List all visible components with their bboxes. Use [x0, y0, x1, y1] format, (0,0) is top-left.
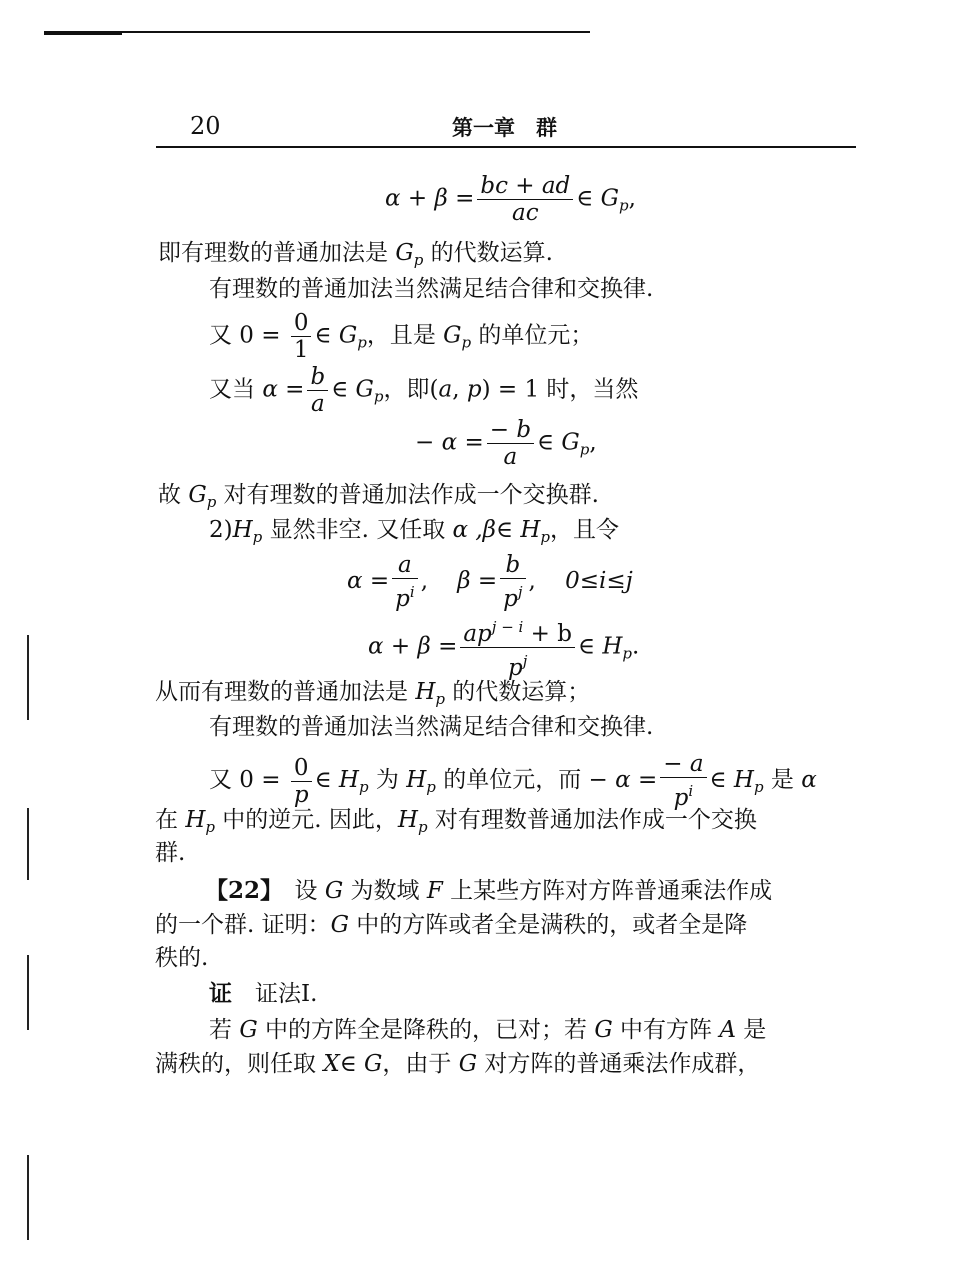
text-line: 故 $G_p$ 对有理数的普通加法作成一个交换群.: [158, 482, 599, 511]
text-line: 又 0 = $\frac{0}{1}$ ∈ $G_p$，且是 $G_p$ 的单位元；: [209, 310, 594, 363]
text-line: 秩的.: [155, 945, 209, 971]
page-number: 20: [190, 112, 221, 140]
text-line: 从而有理数的普通加法是 $H_p$ 的代数运算；: [155, 679, 591, 708]
problem-22-line: 【22】 设 G 为数域 F 上某些方阵对方阵普通乘法作成: [205, 877, 773, 904]
top-rule: [122, 31, 590, 33]
header-rule: [156, 146, 856, 148]
text-line: 有理数的普通加法当然满足结合律和交换律.: [209, 714, 654, 740]
text-line: 又当 α = $\frac{b}{a}$ ∈ $G_p$，即(a, p) = 1 时，当然: [209, 364, 639, 417]
scan-mark: [27, 1155, 29, 1240]
text-line: 若 G 中的方阵全是降秩的，已对；若 G 中有方阵 A 是: [209, 1017, 767, 1043]
chapter-title: 第一章 群: [452, 115, 557, 140]
text-line: 满秩的，则任取 X∈ G，由于 G 对方阵的普通乘法作成群，: [155, 1051, 761, 1077]
equation-sum-hp: α + β = $\frac{ap^{j - i} + b}{p^j}$ ∈ $H_p$.: [368, 614, 639, 681]
proof-heading: 证 证法Ⅰ.: [209, 980, 318, 1007]
text-line: 又 0 = $\frac{0}{p}$ ∈ $H_p$ 为 $H_p$ 的单位元，而 − α = $\frac{- a}{p^i}$ ∈ $H_p$ 是 α: [209, 751, 817, 811]
equation-sum-gp: α + β = $\frac{bc + ad}{ac}$ ∈ $G_p$,: [385, 173, 636, 226]
scan-mark: [27, 955, 29, 1030]
equation-alpha-beta-def: α = $\frac{a}{p^i}$ , β = $\frac{b}{p^j}$ , 0≤i≤j: [347, 552, 633, 612]
scan-mark: [27, 635, 29, 720]
text-line: 群.: [155, 840, 186, 866]
scan-mark: [27, 808, 29, 880]
top-rule-thick: [44, 31, 122, 35]
text-line: 的一个群. 证明：G 中的方阵或者全是满秩的，或者全是降: [155, 912, 748, 938]
text-line: 在 $H_p$ 中的逆元. 因此，$H_p$ 对有理数普通加法作成一个交换: [155, 807, 757, 836]
text-line: 即有理数的普通加法是 $G_p$ 的代数运算.: [158, 240, 553, 269]
text-line: 有理数的普通加法当然满足结合律和交换律.: [209, 276, 654, 302]
text-line: $2)H_p$ 显然非空. 又任取 α ,β∈ $H_p$，且令: [209, 517, 619, 546]
equation-neg-gp: − α = $\frac{- b}{a}$ ∈ $G_p$,: [415, 417, 597, 470]
